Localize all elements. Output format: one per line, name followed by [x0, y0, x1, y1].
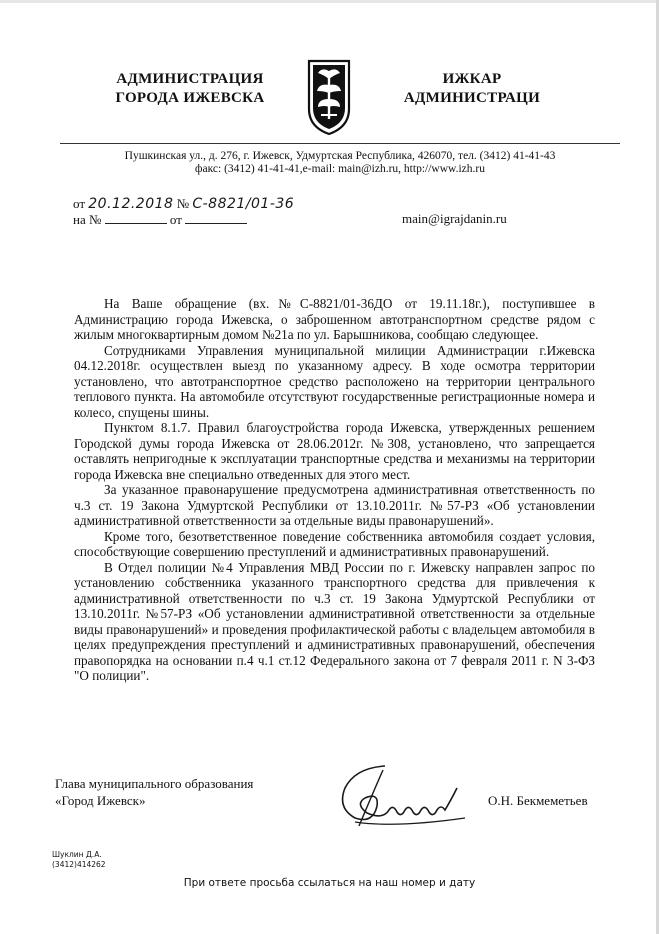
- body-paragraph: Кроме того, безответственное поведение собственника автомобиля создает условия, способствующие совершению преступлений и административных правонарушений.: [74, 528, 595, 559]
- signatory-name: О.Н. Бекмеметьев: [488, 793, 588, 808]
- address-line-1: Пушкинская ул., д. 276, г. Ижевск, Удмуртская Республика, 426070, тел. (3412) 41-41-43: [124, 150, 556, 162]
- outgoing-reference: [73, 196, 294, 212]
- ref-date-handwritten: 20.12.2018: [88, 196, 174, 212]
- city-coat-of-arms-icon: [304, 57, 354, 137]
- org-name-udmurt-line-1: ИЖКАР: [442, 71, 502, 87]
- handwritten-signature-icon: [325, 758, 475, 838]
- header-divider: [60, 143, 620, 144]
- org-name-russian: [90, 70, 290, 108]
- executor-name: Шуклин Д.А.: [52, 850, 102, 859]
- signatory-position-line-1: Глава муниципального образования: [55, 776, 254, 791]
- body-paragraph: За указанное правонарушение предусмотрена административная ответственность по ч.3 ст. 19 Закона Удмуртской Республики от 13.10.2011г. №57-РЗ «Об установлении административной ответственности за отдельные виды правонарушений».: [74, 482, 595, 528]
- executor-info: [52, 850, 106, 870]
- ref-na-label: на №: [73, 212, 102, 227]
- org-name-line-2: ГОРОДА ИЖЕВСКА: [115, 90, 265, 106]
- signatory-position-line-2: «Город Ижевск»: [55, 793, 146, 808]
- signatory-position: [55, 775, 253, 809]
- ref-na-date-blank: [185, 212, 247, 224]
- footer-note: При ответе просьба ссылаться на наш номер и дату: [183, 877, 476, 889]
- incoming-reference: [73, 212, 247, 228]
- scan-border-top: [0, 0, 659, 3]
- body-paragraph: Сотрудниками Управления муниципальной милиции Администрации г.Ижевска 04.12.2018г. осуществлен выезд по указанному адресу. В ходе осмотра территории установлено, что автотранспортное средство расположено на территории центрального теплового пункта. На автомобиле отсутствуют государственные регистрационные номера и колесо, спущены шины.: [74, 342, 595, 420]
- org-name-udmurt: [372, 70, 572, 108]
- ref-number-handwritten: С-8821/01-36: [192, 196, 295, 212]
- executor-phone: (3412)414262: [52, 860, 106, 869]
- body-paragraph: В Отдел полиции №4 Управления МВД России по г. Ижевску направлен запрос по установлению собственника указанного транспортного средства для привлечения к административной ответственности по ч.3 ст. 19 Закона Удмуртской Республики от 13.10.2011г. №57-РЗ «Об установлении административной ответственности за отдельные виды правонарушений» и проведения профилактической работы с владельцем автомобиля в целях предупреждения преступлений и административных правонарушений, обеспечения правопорядка на основании п.4 ч.1 ст.12 Федерального закона от 7 февраля 2011 г. N 3-ФЗ "О полиции".: [74, 559, 595, 683]
- ref-na-from-label: от: [169, 212, 182, 227]
- address-line-2: факс: (3412) 41-41-41,e-mail: main@izh.ru, http://www.izh.ru: [195, 163, 485, 175]
- body-paragraph: На Ваше обращение (вх.№С-8821/01-36ДО от 19.11.18г.), поступившее в Администрацию города Ижевска, о заброшенном автотранспортном средстве рядом с жилым многоквартирным домом №21а по ул. Барышникова, сообщаю следующее.: [74, 296, 595, 342]
- letter-body: [74, 296, 595, 684]
- ref-number-sign: №: [176, 196, 190, 211]
- org-name-line-1: АДМИНИСТРАЦИЯ: [116, 71, 264, 87]
- ref-na-blank: [105, 212, 167, 224]
- recipient-email: main@igrajdanin.ru: [402, 211, 507, 226]
- contact-address: [60, 150, 620, 176]
- org-name-udmurt-line-2: АДМИНИСТРАЦИ: [403, 90, 541, 106]
- ref-from-label: от: [73, 196, 86, 211]
- body-paragraph: Пунктом 8.1.7. Правил благоустройства города Ижевска, утвержденных решением Городской думы города Ижевска от 28.06.2012г. №308, установлено, что запрещается оставлять непригодные к эксплуатации транспортные средства и механизмы на территории города Ижевска вне специально отведенных для этого мест.: [74, 420, 595, 482]
